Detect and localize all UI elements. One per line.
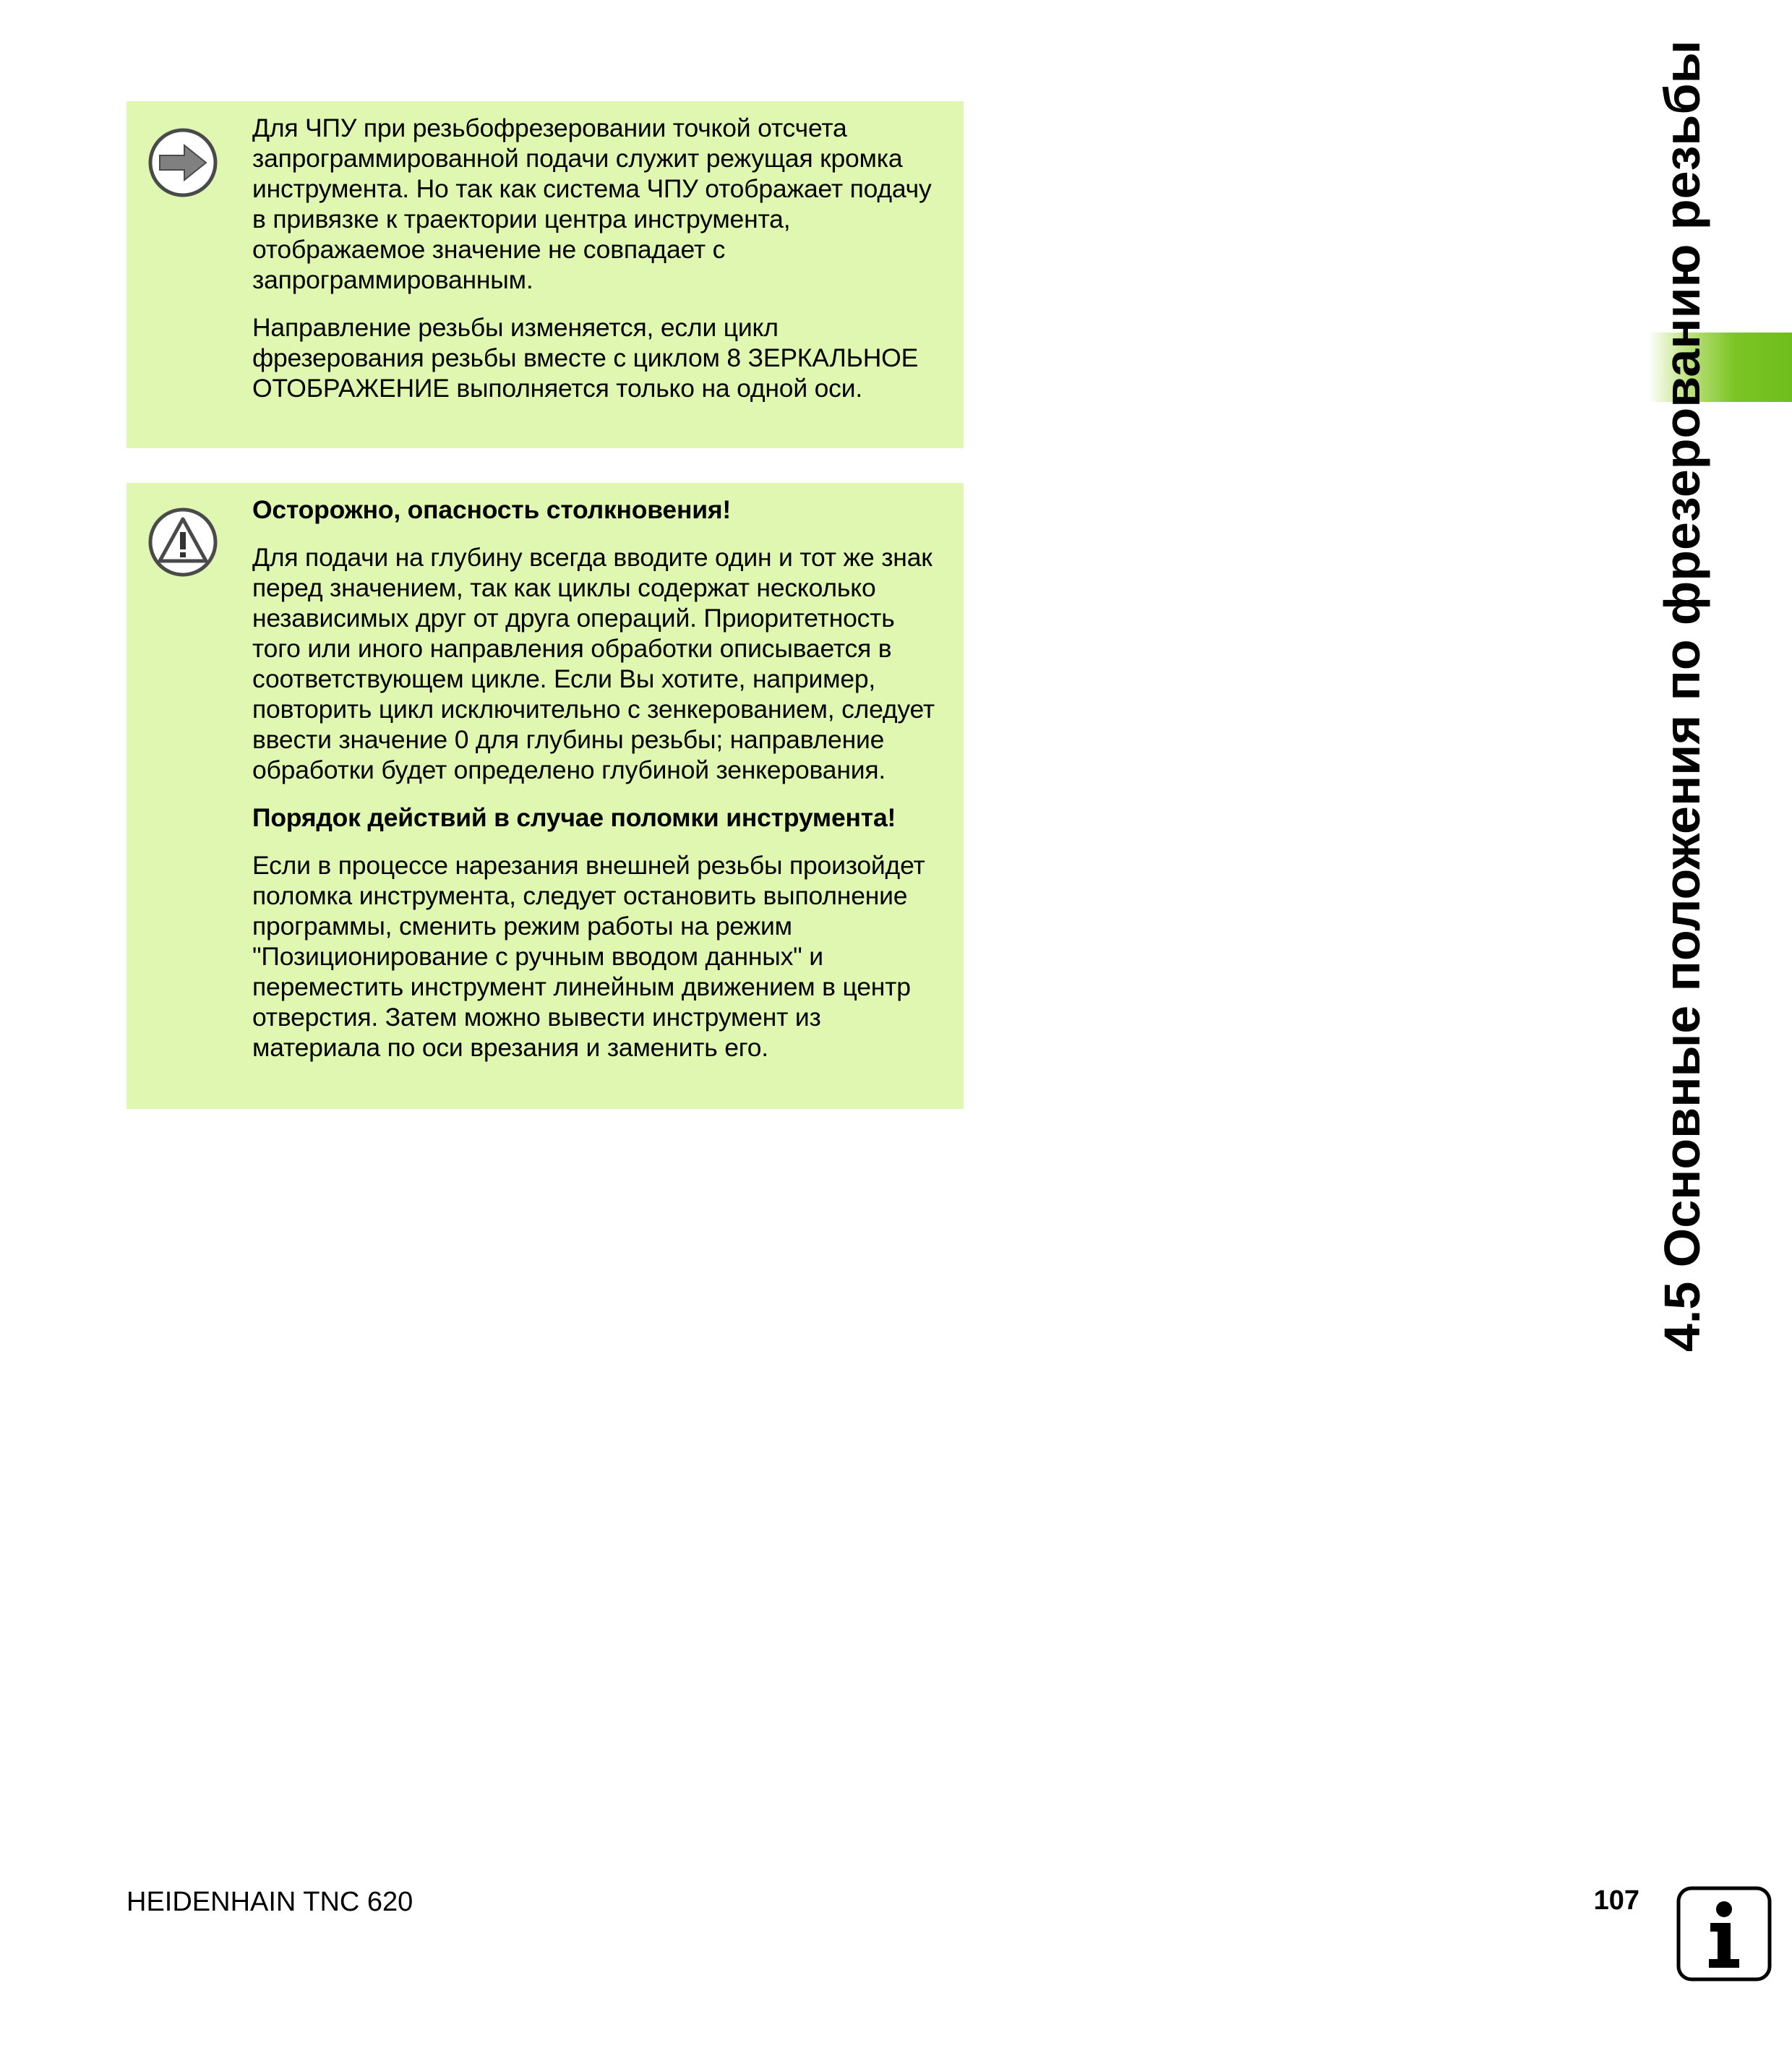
- warning-heading: Осторожно, опасность столкновения!: [252, 495, 731, 524]
- warning-note-text: [252, 494, 949, 1063]
- arrow-right-icon: [147, 127, 219, 199]
- info-note-text: [252, 113, 949, 403]
- info-note-paragraph: Для ЧПУ при резьбофрезеровании точкой отсчета запрограммированной подачи служит режущая кромка инструмента. Но так как система ЧПУ отображает подачу в привязке к траектории центра инструмента, отображаемое значение не совпадает с запрограммированным.: [252, 113, 932, 294]
- info-note-box: [127, 101, 964, 448]
- info-note-paragraph: Направление резьбы изменяется, если цикл фрезерования резьбы вместе с циклом 8 ЗЕРКАЛЬНОЕ ОТОБРАЖЕНИЕ выполняется только на одной оси.: [252, 313, 919, 403]
- tool-break-paragraph: Если в процессе нарезания внешней резьбы произойдет поломка инструмента, следует остановить выполнение программы, сменить режим работы на режим "Позиционирование с ручным вводом данных" и переместить инструмент линейным движением в центр отверстия. Затем можно вывести инструмент из материала по оси врезания и заменить его.: [252, 851, 925, 1062]
- footer-product-name: HEIDENHAIN TNC 620: [127, 1887, 413, 1917]
- warning-paragraph: Для подачи на глубину всегда вводите один и тот же знак перед значением, так как циклы содержат несколько независимых друг от друга операций. Приоритетность того или иного направления обработки описывается в соответствующем цикле. Если Вы хотите, например, повторить цикл исключительно с зенкерованием, следует ввести значение 0 для глубины резьбы; направление обработки будет определено глубиной зенкерования.: [252, 543, 935, 784]
- info-icon: [1676, 1885, 1772, 1982]
- page-number: 107: [1593, 1885, 1639, 1916]
- warning-triangle-icon: [147, 506, 219, 578]
- tool-break-heading: Порядок действий в случае поломки инструмента!: [252, 803, 896, 832]
- warning-note-box: [127, 483, 964, 1109]
- section-side-title: 4.5 Основные положения по фрезерованию резьбы: [1654, 40, 1710, 1352]
